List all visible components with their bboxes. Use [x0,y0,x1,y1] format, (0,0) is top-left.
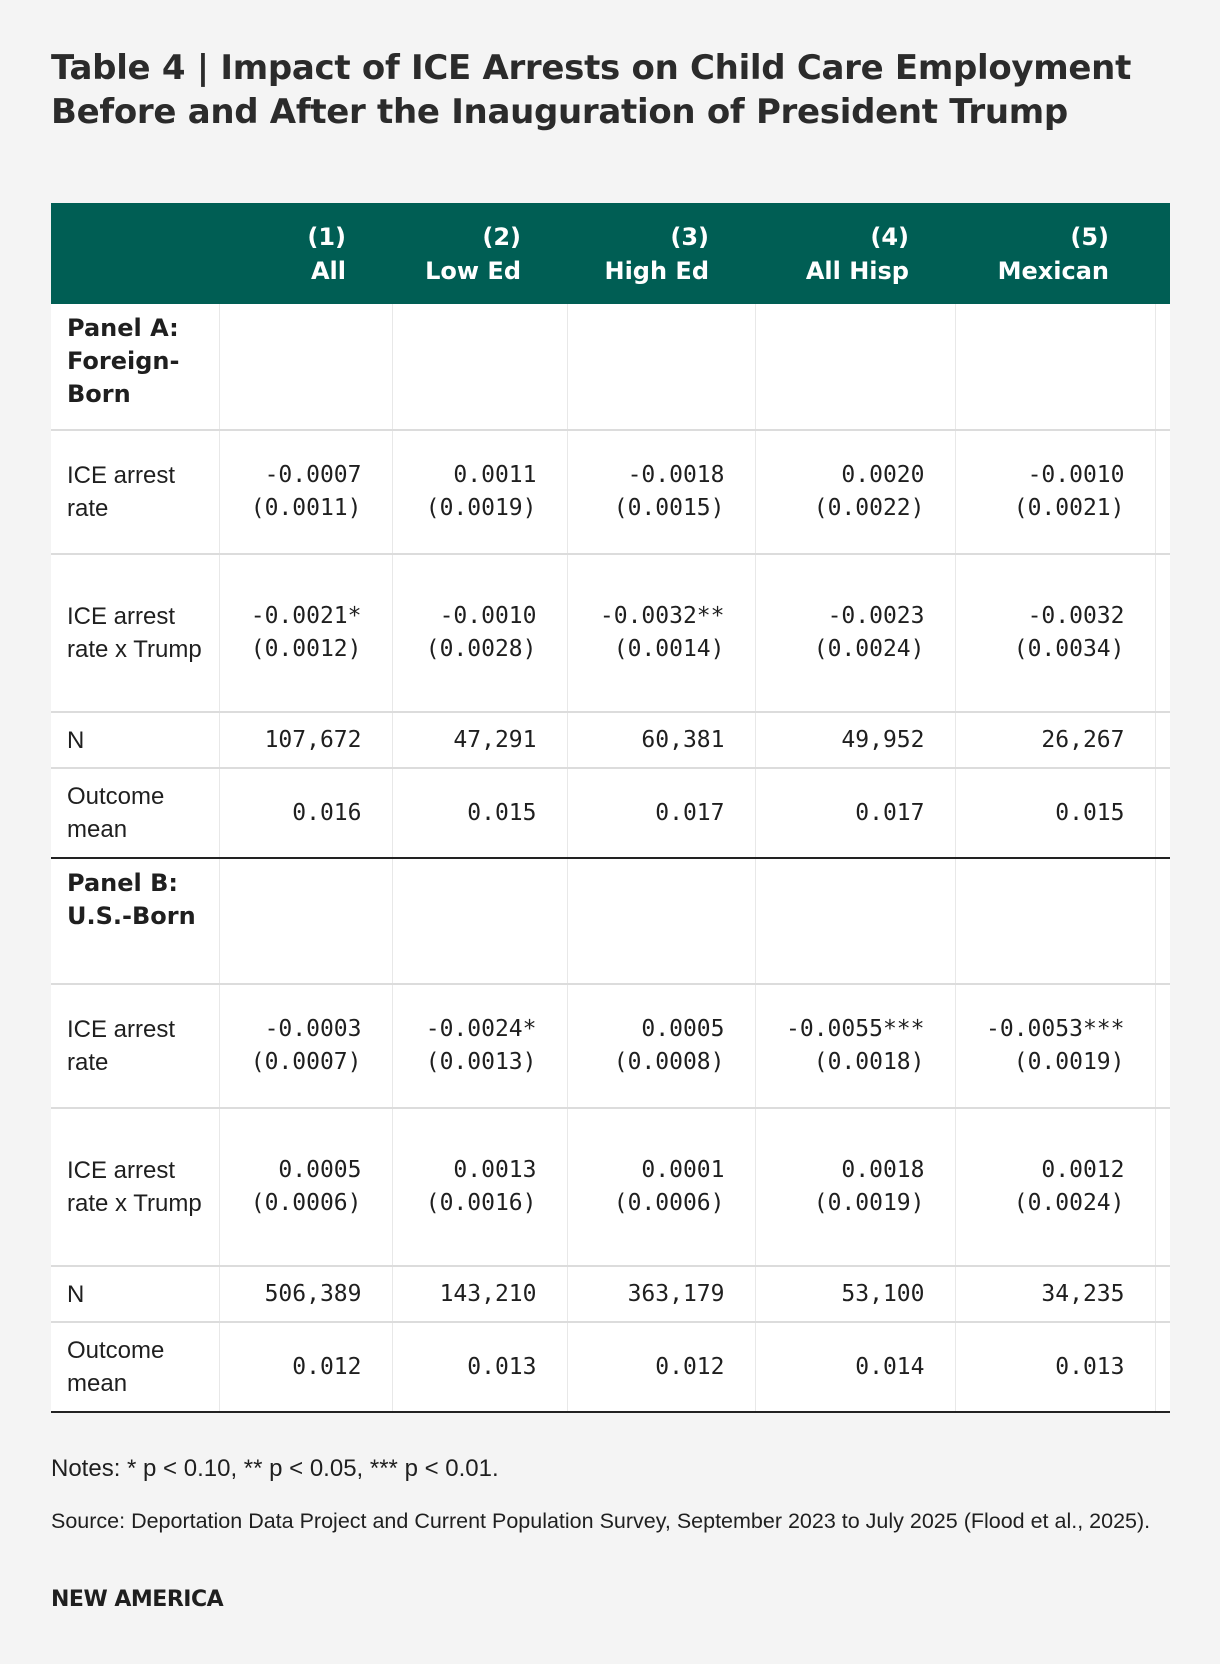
estimate-cell [567,554,755,712]
coefficient: 0.0013 [453,1157,537,1183]
column-header-5 [955,203,1155,304]
column-header-2 [392,203,567,304]
panel-b-mean-row [51,1322,1170,1412]
empty-cell [1155,554,1170,712]
panel-a-heading-row [51,304,1170,430]
coefficient: 0.0011 [453,462,537,488]
panel-a-n-row [51,712,1170,768]
column-number: (2) [482,222,521,251]
coefficient: -0.0010 [439,603,537,629]
column-label: All Hisp [805,256,909,285]
column-label: Low Ed [425,256,521,285]
estimate-cell [755,554,955,712]
row-label: Outcome mean [51,1322,219,1412]
brand-logo-text: NEW AMERICA [51,1587,224,1612]
standard-error: (0.0024) [1013,1190,1125,1216]
coefficient: -0.0007 [264,462,362,488]
column-label: High Ed [604,256,709,285]
mean-cell: 0.015 [392,768,567,858]
coefficient: 0.0020 [841,462,925,488]
empty-cell [1155,430,1170,554]
source-note: Source: Deportation Data Project and Current Population Survey, September 2023 to July 2025 (Flood et al., 2025). [51,1509,1151,1533]
coefficient: 0.0018 [841,1157,925,1183]
empty-cell [567,304,755,430]
estimate-cell [392,984,567,1108]
empty-cell [1155,984,1170,1108]
empty-cell [755,858,955,984]
column-header-1 [219,203,392,304]
empty-cell [1155,712,1170,768]
panel-heading: Panel B: U.S.-Born [51,858,219,984]
header-spacer [1155,203,1170,304]
n-cell: 49,952 [755,712,955,768]
column-header-3 [567,203,755,304]
standard-error: (0.0011) [250,495,362,521]
header-row [51,203,1170,304]
panel-b-n-row [51,1266,1170,1322]
estimate-cell [392,554,567,712]
results-table [51,203,1170,1413]
table-notes: Notes: * p < 0.10, ** p < 0.05, *** p < 0.01. [51,1455,499,1482]
empty-cell [1155,1266,1170,1322]
empty-cell [1155,768,1170,858]
mean-cell: 0.013 [392,1322,567,1412]
estimate-cell [392,430,567,554]
empty-cell [219,858,392,984]
row-label: ICE arrest rate x Trump [51,1108,219,1266]
n-cell: 60,381 [567,712,755,768]
standard-error: (0.0019) [813,1190,925,1216]
standard-error: (0.0019) [1013,1049,1125,1075]
standard-error: (0.0014) [613,636,725,662]
standard-error: (0.0019) [425,495,537,521]
panel-heading: Panel A: Foreign-Born [51,304,219,430]
row-label: ICE arrest rate [51,984,219,1108]
panel-b-heading-row [51,858,1170,984]
empty-cell [392,304,567,430]
standard-error: (0.0021) [1013,495,1125,521]
column-number: (3) [670,222,709,251]
coefficient: -0.0010 [1027,462,1125,488]
coefficient: -0.0053*** [986,1016,1125,1042]
table-title: Table 4 | Impact of ICE Arrests on Child Care Employment Before and After the Inauguration of President Trump [51,48,1132,132]
mean-cell: 0.012 [567,1322,755,1412]
row-label: ICE arrest rate x Trump [51,554,219,712]
estimate-cell [955,554,1155,712]
column-header-4 [755,203,955,304]
estimate-cell [219,554,392,712]
n-cell: 26,267 [955,712,1155,768]
standard-error: (0.0006) [613,1190,725,1216]
row-label: N [51,712,219,768]
estimate-cell [392,1108,567,1266]
empty-cell [1155,1322,1170,1412]
panel-a-mean-row [51,768,1170,858]
estimate-cell [219,984,392,1108]
estimate-cell [755,430,955,554]
standard-error: (0.0016) [425,1190,537,1216]
standard-error: (0.0034) [1013,636,1125,662]
header-blank [51,203,219,304]
empty-cell [1155,1108,1170,1266]
mean-cell: 0.016 [219,768,392,858]
empty-cell [1155,304,1170,430]
coefficient: -0.0003 [264,1016,362,1042]
standard-error: (0.0028) [425,636,537,662]
n-cell: 506,389 [219,1266,392,1322]
coefficient: -0.0055*** [786,1016,925,1042]
standard-error: (0.0018) [813,1049,925,1075]
empty-cell [955,858,1155,984]
standard-error: (0.0022) [813,495,925,521]
row-label: Outcome mean [51,768,219,858]
empty-cell [567,858,755,984]
estimate-cell [219,1108,392,1266]
panel-b-ice-row [51,984,1170,1108]
estimate-cell [755,1108,955,1266]
column-number: (1) [307,222,346,251]
n-cell: 53,100 [755,1266,955,1322]
coefficient: 0.0005 [641,1016,725,1042]
empty-cell [1155,858,1170,984]
standard-error: (0.0015) [613,495,725,521]
n-cell: 363,179 [567,1266,755,1322]
mean-cell: 0.017 [567,768,755,858]
panel-a-trump-row [51,554,1170,712]
standard-error: (0.0006) [250,1190,362,1216]
empty-cell [955,304,1155,430]
empty-cell [755,304,955,430]
mean-cell: 0.012 [219,1322,392,1412]
column-number: (4) [870,222,909,251]
empty-cell [219,304,392,430]
coefficient: 0.0005 [278,1157,362,1183]
coefficient: -0.0023 [827,603,925,629]
estimate-cell [755,984,955,1108]
row-label: ICE arrest rate [51,430,219,554]
coefficient: -0.0024* [425,1016,537,1042]
column-label: Mexican [997,256,1109,285]
coefficient: -0.0032 [1027,603,1125,629]
n-cell: 34,235 [955,1266,1155,1322]
estimate-cell [955,430,1155,554]
panel-a-ice-row [51,430,1170,554]
standard-error: (0.0008) [613,1049,725,1075]
mean-cell: 0.015 [955,768,1155,858]
mean-cell: 0.013 [955,1322,1155,1412]
standard-error: (0.0007) [250,1049,362,1075]
estimate-cell [567,430,755,554]
mean-cell: 0.014 [755,1322,955,1412]
coefficient: -0.0018 [627,462,725,488]
empty-cell [392,858,567,984]
column-label: All [310,256,346,285]
standard-error: (0.0012) [250,636,362,662]
coefficient: -0.0032** [599,603,725,629]
estimate-cell [955,984,1155,1108]
n-cell: 143,210 [392,1266,567,1322]
estimate-cell [955,1108,1155,1266]
estimate-cell [567,1108,755,1266]
n-cell: 47,291 [392,712,567,768]
standard-error: (0.0024) [813,636,925,662]
coefficient: 0.0001 [641,1157,725,1183]
estimate-cell [219,430,392,554]
coefficient: -0.0021* [250,603,362,629]
mean-cell: 0.017 [755,768,955,858]
coefficient: 0.0012 [1041,1157,1125,1183]
standard-error: (0.0013) [425,1049,537,1075]
n-cell: 107,672 [219,712,392,768]
panel-b-trump-row [51,1108,1170,1266]
row-label: N [51,1266,219,1322]
column-number: (5) [1070,222,1109,251]
estimate-cell [567,984,755,1108]
